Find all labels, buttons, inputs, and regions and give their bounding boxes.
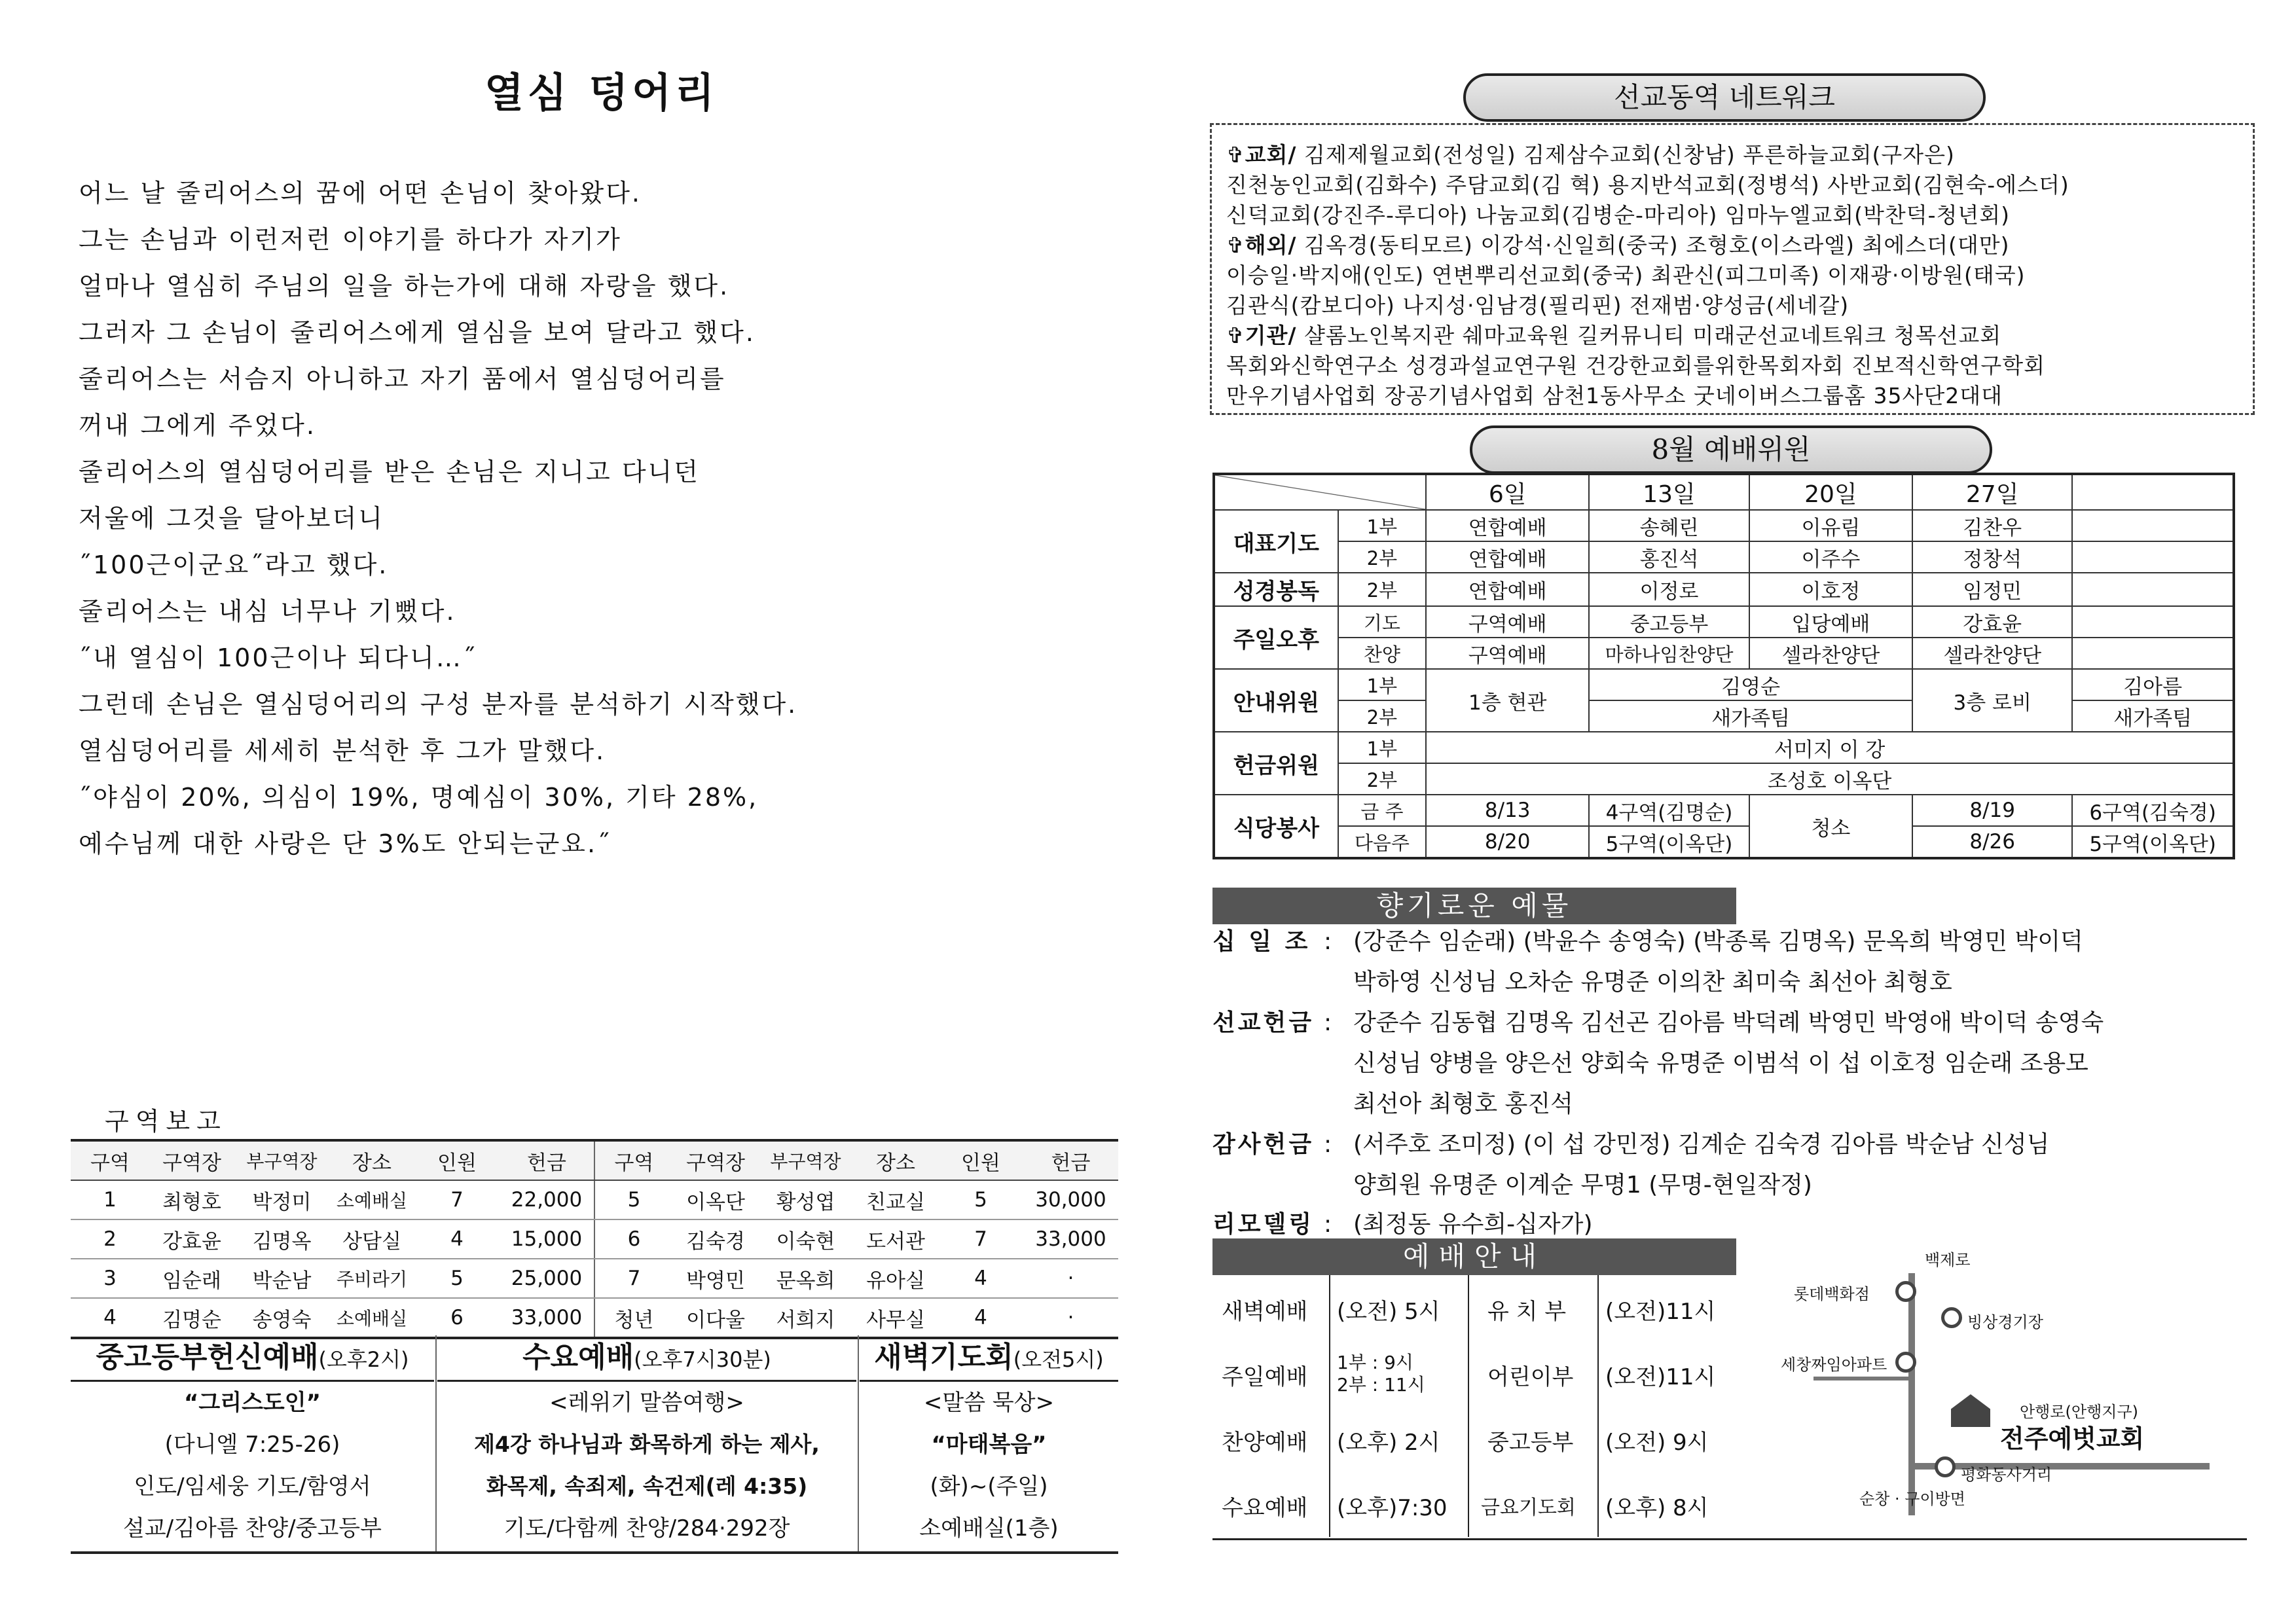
service-title: 중고등부헌신예배 bbox=[96, 1341, 319, 1374]
table-row bbox=[1214, 510, 2234, 541]
story-line: 그러자 그 손님이 줄리어스에게 열심을 보여 달라고 했다. bbox=[79, 318, 756, 347]
table-row bbox=[1214, 700, 2234, 732]
offering-line: 박하영 신성님 오차순 유명준 이의찬 최미숙 최선아 최형호 bbox=[1353, 969, 1952, 996]
cell: 마하나임찬양단 bbox=[1589, 638, 1749, 669]
cell: 송영숙 bbox=[234, 1298, 329, 1338]
cell: 새가족팀 bbox=[2072, 700, 2234, 732]
map-label: 롯데백화점 bbox=[1794, 1285, 1870, 1303]
cell: 33,000 bbox=[1023, 1219, 1118, 1259]
network-line: 목회와신학연구소 성경과설교연구원 건강한교회를위한목회자회 진보적신학연구학회 bbox=[1226, 353, 2045, 378]
service-time: (오전5시) bbox=[1013, 1347, 1104, 1372]
cell: 5 bbox=[594, 1180, 673, 1219]
part-label: 금 주 bbox=[1338, 795, 1427, 826]
district-header-row bbox=[71, 1140, 1118, 1180]
cell: 조성호 이옥단 bbox=[1426, 763, 2234, 795]
offering-line: 강준수 김동협 김명옥 김선곤 김아름 박덕례 박영민 박영애 박이덕 송영숙 bbox=[1353, 1009, 2104, 1036]
service-name: 금요기도회 bbox=[1481, 1496, 1576, 1519]
cell: 청소 bbox=[1749, 795, 1912, 858]
col-header: 인원 bbox=[414, 1140, 500, 1180]
row-label: 안내위원 bbox=[1214, 669, 1338, 732]
cell: 2 bbox=[71, 1219, 149, 1259]
cell: 이유림 bbox=[1749, 510, 1912, 541]
cell: 황성엽 bbox=[758, 1180, 853, 1219]
story-line: 그런데 손님은 열심덩어리의 구성 분자를 분석하기 시작했다. bbox=[79, 690, 798, 719]
cell: 5구역(이옥단) bbox=[2072, 826, 2234, 858]
cell: 7 bbox=[414, 1180, 500, 1219]
story-line: 줄리어스는 서슴지 아니하고 자기 품에서 열심덩어리를 bbox=[79, 365, 726, 393]
district-report-label: 구역보고 bbox=[105, 1107, 227, 1136]
network-line: 진천농인교회(김화수) 주담교회(김 혁) 용지반석교회(정병석) 사반교회(김현숙-에스더) bbox=[1226, 172, 2069, 198]
cell: 유아실 bbox=[853, 1259, 938, 1298]
col-header: 부구역장 bbox=[758, 1140, 853, 1180]
part-label: 1부 bbox=[1338, 669, 1427, 700]
cell: 박순남 bbox=[234, 1259, 329, 1298]
part-label: 2부 bbox=[1338, 573, 1427, 606]
map-label: 평화동사거리 bbox=[1961, 1466, 2052, 1484]
service-name: 어린이부 bbox=[1487, 1364, 1574, 1390]
service-time: (오후) 2시 bbox=[1337, 1430, 1440, 1456]
service-title: 수요예배 bbox=[522, 1341, 634, 1374]
cell: 8/13 bbox=[1426, 795, 1589, 826]
service-name: 새벽예배 bbox=[1222, 1299, 1308, 1325]
offerings-title: 향기로운 예물 bbox=[1212, 888, 1736, 924]
service-time: (오후7시30분) bbox=[634, 1347, 771, 1372]
cell: 김영순 bbox=[1589, 669, 1912, 700]
youth-service bbox=[71, 1335, 434, 1551]
date-header: 13일 bbox=[1589, 474, 1749, 510]
offering-line: 신성님 양병을 양은선 양회숙 유명준 이범석 이 섭 이호정 임순래 조용모 bbox=[1353, 1050, 2088, 1077]
cell: 4 bbox=[71, 1298, 149, 1338]
cell: 상담실 bbox=[329, 1219, 414, 1259]
map-label: 빙상경기장 bbox=[1967, 1313, 2043, 1331]
cell: 소예배실 bbox=[329, 1180, 414, 1219]
col-header: 헌금 bbox=[500, 1140, 594, 1180]
table-row bbox=[1214, 669, 2234, 700]
col-header: 인원 bbox=[938, 1140, 1023, 1180]
story-line: 줄리어스는 내심 너무나 기뻤다. bbox=[79, 597, 456, 626]
cell: 이숙현 bbox=[758, 1219, 853, 1259]
cell: 입당예배 bbox=[1749, 606, 1912, 638]
cell: 연합예배 bbox=[1426, 541, 1589, 573]
offering-line: 최선아 최형호 홍진석 bbox=[1353, 1091, 1573, 1117]
row-label: 식당봉사 bbox=[1214, 795, 1338, 858]
service-line: (다니엘 7:25-26) bbox=[164, 1432, 340, 1458]
cell: 8/26 bbox=[1912, 826, 2072, 858]
service-line: 소예배실(1층) bbox=[919, 1515, 1059, 1542]
col-header: 장소 bbox=[853, 1140, 938, 1180]
table-row bbox=[1214, 573, 2234, 606]
offering-line: 양희원 유명준 이계순 무명1 (무명-현일작정) bbox=[1353, 1172, 1812, 1199]
service-line: 인도/임세웅 기도/함영서 bbox=[134, 1473, 371, 1500]
network-title: 선교동역 네트워크 bbox=[1463, 73, 1986, 122]
part-label: 2부 bbox=[1338, 700, 1427, 732]
cell: · bbox=[1023, 1259, 1118, 1298]
cell: 이정로 bbox=[1589, 573, 1749, 606]
story-line: 꺼내 그에게 주었다. bbox=[79, 411, 316, 440]
row-label: 주일오후 bbox=[1214, 606, 1338, 669]
date-header: 6일 bbox=[1426, 474, 1589, 510]
map-marker-icon bbox=[1895, 1281, 1916, 1302]
cell: 8/19 bbox=[1912, 795, 2072, 826]
col-header: 구역 bbox=[594, 1140, 673, 1180]
cell: 강효윤 bbox=[149, 1219, 234, 1259]
row-label: 성경봉독 bbox=[1214, 573, 1338, 606]
service-line: <레위기 말씀여행> bbox=[549, 1390, 744, 1416]
cell: 7 bbox=[594, 1259, 673, 1298]
story-line: 그는 손님과 이런저런 이야기를 하다가 자기가 bbox=[79, 225, 622, 254]
cell: · bbox=[1023, 1298, 1118, 1338]
cell: 도서관 bbox=[853, 1219, 938, 1259]
cell: 김찬우 bbox=[1912, 510, 2072, 541]
cell: 박영민 bbox=[673, 1259, 758, 1298]
church-location-map bbox=[1774, 1247, 2219, 1528]
cell: 홍진석 bbox=[1589, 541, 1749, 573]
map-label: 순창 · 구이방면 bbox=[1859, 1490, 1965, 1508]
story-line: 어느 날 줄리어스의 꿈에 어떤 손님이 찾아왔다. bbox=[79, 179, 642, 208]
church-icon bbox=[1951, 1394, 1990, 1427]
cell: 4 bbox=[414, 1219, 500, 1259]
service-time: (오전)11시 bbox=[1605, 1299, 1716, 1325]
cell: 6 bbox=[414, 1298, 500, 1338]
cell: 3층 로비 bbox=[1912, 669, 2072, 732]
cell: 30,000 bbox=[1023, 1180, 1118, 1219]
table-row bbox=[71, 1298, 1118, 1338]
map-church-label: 전주예벗교회 bbox=[2000, 1424, 2145, 1453]
network-line: ✞교회/ 김제제월교회(전성일) 김제삼수교회(신창남) 푸른하늘교회(구자은) bbox=[1226, 142, 1955, 168]
service-line: <말씀 묵상> bbox=[923, 1390, 1055, 1416]
part-label: 다음주 bbox=[1338, 826, 1427, 858]
table-row bbox=[1214, 638, 2234, 669]
offering-row: 감사헌금 : (서주호 조미정) (이 섭 강민정) 김계순 김숙경 김아름 박순남 신성님 양희원 유명준 이계순 무명1 (무명-현일작정) bbox=[1212, 1126, 1343, 1159]
table-row bbox=[1214, 606, 2234, 638]
service-line: 제4강 하나님과 화목하게 하는 제사, bbox=[474, 1432, 820, 1457]
map-label: 세창짜임아파트 bbox=[1781, 1356, 1887, 1374]
cell: 김명옥 bbox=[234, 1219, 329, 1259]
cell: 서희지 bbox=[758, 1298, 853, 1338]
offering-label: 십 일 조 bbox=[1212, 928, 1311, 955]
service-name: 수요예배 bbox=[1222, 1495, 1308, 1521]
part-label: 1부 bbox=[1338, 732, 1427, 763]
story-title: 열심 덩어리 bbox=[484, 69, 719, 117]
date-header: 27일 bbox=[1912, 474, 2072, 510]
cell: 송혜린 bbox=[1589, 510, 1749, 541]
network-line: 김관식(캄보디아) 나지성·임남경(필리핀) 전재범·양성금(세네갈) bbox=[1226, 293, 1850, 318]
cell: 임정민 bbox=[1912, 573, 2072, 606]
cell: 이주수 bbox=[1749, 541, 1912, 573]
cell: 5구역(이옥단) bbox=[1589, 826, 1749, 858]
cell: 5 bbox=[414, 1259, 500, 1298]
cell: 셀라찬양단 bbox=[1749, 638, 1912, 669]
col-header: 장소 bbox=[329, 1140, 414, 1180]
service-time: (오후)7:30 bbox=[1337, 1495, 1448, 1521]
map-label: 안행로(안행지구) bbox=[2020, 1403, 2139, 1421]
cell: 연합예배 bbox=[1426, 510, 1589, 541]
part-label: 기도 bbox=[1338, 606, 1427, 638]
service-time: (오전)11시 bbox=[1605, 1364, 1716, 1390]
cell: 이다울 bbox=[673, 1298, 758, 1338]
story-line: 저울에 그것을 달아보더니 bbox=[79, 504, 384, 533]
offering-row: 리모델링 : (최정동 유수희-십자가) bbox=[1212, 1206, 1343, 1239]
table-row bbox=[71, 1180, 1118, 1219]
service-line: (화)~(주일) bbox=[930, 1473, 1048, 1500]
service-time: (오전) 9시 bbox=[1605, 1430, 1709, 1456]
cell: 이호정 bbox=[1749, 573, 1912, 606]
network-line: 만우기념사업회 장공기념사업회 삼천1동사무소 굿네이버스그룹홈 35사단2대대 bbox=[1226, 383, 2003, 408]
col-header: 구역장 bbox=[673, 1140, 758, 1180]
cell: 25,000 bbox=[500, 1259, 594, 1298]
cell: 1 bbox=[71, 1180, 149, 1219]
cell: 사무실 bbox=[853, 1298, 938, 1338]
part-label: 2부 bbox=[1338, 763, 1427, 795]
worship-committee-title: 8월 예배위원 bbox=[1470, 425, 1992, 474]
cell: 중고등부 bbox=[1589, 606, 1749, 638]
table-row bbox=[71, 1259, 1118, 1298]
story-line: 줄리어스의 열심덩어리를 받은 손님은 지니고 다니던 bbox=[79, 458, 700, 486]
cell: 6 bbox=[594, 1219, 673, 1259]
wednesday-service bbox=[437, 1335, 856, 1551]
service-time: (오전) 5시 bbox=[1337, 1299, 1440, 1325]
cell: 강효윤 bbox=[1912, 606, 2072, 638]
cell: 김숙경 bbox=[673, 1219, 758, 1259]
story-line: ˝100근이군요˝라고 했다. bbox=[79, 550, 389, 579]
table-row bbox=[1214, 826, 2234, 858]
service-time: 2부 : 11시 bbox=[1337, 1374, 1425, 1396]
service-line: 화목제, 속죄제, 속건제(레 4:35) bbox=[486, 1473, 808, 1499]
dawn-prayer bbox=[860, 1335, 1118, 1551]
offering-row: 선교헌금 : 강준수 김동협 김명옥 김선곤 김아름 박덕례 박영민 박영애 박이덕 송영숙 신성님 양병을 양은선 양회숙 유명준 이범석 이 섭 이호정 임순래 조용모 최선아 최형호 홍진석 bbox=[1212, 1004, 1343, 1038]
map-marker-icon bbox=[1935, 1456, 1956, 1477]
cell: 22,000 bbox=[500, 1180, 594, 1219]
service-name: 유 치 부 bbox=[1487, 1299, 1567, 1325]
map-marker-icon bbox=[1941, 1307, 1962, 1328]
row-label: 헌금위원 bbox=[1214, 732, 1338, 795]
part-label: 1부 bbox=[1338, 510, 1427, 541]
offering-line: (최정동 유수희-십자가) bbox=[1353, 1211, 1593, 1238]
story-body bbox=[79, 170, 1061, 867]
service-name: 중고등부 bbox=[1487, 1430, 1574, 1456]
service-line: 기도/다함께 찬양/284·292장 bbox=[503, 1515, 790, 1542]
cell: 7 bbox=[938, 1219, 1023, 1259]
service-time: (오후2시) bbox=[318, 1347, 409, 1372]
story-line: 얼마나 열심히 주님의 일을 하는가에 대해 자랑을 했다. bbox=[79, 272, 730, 300]
date-row bbox=[1214, 474, 2234, 510]
service-name: 찬양예배 bbox=[1222, 1430, 1308, 1456]
service-line: “그리스도인” bbox=[184, 1390, 321, 1416]
cell: 4구역(김명순) bbox=[1589, 795, 1749, 826]
offering-label: 선교헌금 bbox=[1212, 1009, 1315, 1036]
cell: 정창석 bbox=[1912, 541, 2072, 573]
cell: 문옥희 bbox=[758, 1259, 853, 1298]
table-row bbox=[1214, 541, 2234, 573]
story-line: ˝내 열심이 100근이나 되다니…˝ bbox=[79, 643, 477, 672]
worship-committee-table bbox=[1212, 473, 2235, 859]
story-line: 열심덩어리를 세세히 분석한 후 그가 말했다. bbox=[79, 736, 606, 765]
network-line: 신덕교회(강진주-루디아) 나눔교회(김병순-마리아) 임마누엘교회(박찬덕-청년회) bbox=[1226, 202, 2011, 228]
service-line: “마태복음” bbox=[931, 1432, 1047, 1458]
network-box bbox=[1210, 123, 2255, 415]
cell: 박정미 bbox=[234, 1180, 329, 1219]
table-row bbox=[1214, 732, 2234, 763]
cell: 8/20 bbox=[1426, 826, 1589, 858]
cell: 새가족팀 bbox=[1589, 700, 1912, 732]
cell: 김명순 bbox=[149, 1298, 234, 1338]
cell: 셀라찬양단 bbox=[1912, 638, 2072, 669]
network-line: ✞기관/ 샬롬노인복지관 쉐마교육원 길커뮤니티 미래군선교네트워크 청목선교회 bbox=[1226, 323, 2002, 348]
map-label: 백제로 bbox=[1925, 1251, 1971, 1269]
cell: 이옥단 bbox=[673, 1180, 758, 1219]
cell: 청년 bbox=[594, 1298, 673, 1338]
table-row bbox=[71, 1219, 1118, 1259]
col-header: 구역장 bbox=[149, 1140, 234, 1180]
date-header: 20일 bbox=[1749, 474, 1912, 510]
cell: 최형호 bbox=[149, 1180, 234, 1219]
table-row bbox=[1214, 763, 2234, 795]
service-name: 주일예배 bbox=[1222, 1364, 1308, 1390]
cell: 4 bbox=[938, 1259, 1023, 1298]
offering-label: 감사헌금 bbox=[1212, 1131, 1315, 1158]
story-line: ˝야심이 20%, 의심이 19%, 명예심이 30%, 기타 28%, bbox=[79, 783, 759, 812]
worship-guide-title: 예배안내 bbox=[1212, 1238, 1736, 1275]
offering-line: (강준수 임순래) (박윤수 송영숙) (박종록 김명옥) 문옥희 박영민 박이덕 bbox=[1353, 928, 2083, 955]
cell: 임순래 bbox=[149, 1259, 234, 1298]
cell: 15,000 bbox=[500, 1219, 594, 1259]
offering-label: 리모델링 bbox=[1212, 1211, 1315, 1238]
cell: 연합예배 bbox=[1426, 573, 1589, 606]
cell: 구역예배 bbox=[1426, 606, 1589, 638]
offering-line: (서주호 조미정) (이 섭 강민정) 김계순 김숙경 김아름 박순남 신성님 bbox=[1353, 1131, 2050, 1158]
service-line: 설교/김아름 찬양/중고등부 bbox=[122, 1515, 382, 1542]
row-label: 대표기도 bbox=[1214, 510, 1338, 573]
district-report-table bbox=[71, 1139, 1118, 1339]
cell: 김아름 bbox=[2072, 669, 2234, 700]
part-label: 2부 bbox=[1338, 541, 1427, 573]
cell: 서미지 이 강 bbox=[1426, 732, 2234, 763]
cell: 친교실 bbox=[853, 1180, 938, 1219]
cell: 3 bbox=[71, 1259, 149, 1298]
table-row bbox=[1214, 795, 2234, 826]
map-marker-icon bbox=[1895, 1352, 1916, 1373]
service-time: 1부 : 9시 bbox=[1337, 1352, 1413, 1373]
network-line: ✞해외/ 김옥경(동티모르) 이강석·신일희(중국) 조형호(이스라엘) 최에스더(대만) bbox=[1226, 232, 2010, 258]
cell: 주비라기 bbox=[329, 1259, 414, 1298]
service-title: 새벽기도회 bbox=[874, 1341, 1013, 1374]
part-label: 찬양 bbox=[1338, 638, 1427, 669]
service-time: (오후) 8시 bbox=[1605, 1495, 1709, 1521]
col-header: 부구역장 bbox=[234, 1140, 329, 1180]
col-header: 헌금 bbox=[1023, 1140, 1118, 1180]
network-line: 이승일·박지애(인도) 연변뿌리선교회(중국) 최관신(피그미족) 이재광·이방원(태국) bbox=[1226, 262, 2026, 288]
cell: 4 bbox=[938, 1298, 1023, 1338]
cell: 1층 현관 bbox=[1426, 669, 1589, 732]
story-line: 예수님께 대한 사랑은 단 3%도 안되는군요.˝ bbox=[79, 829, 612, 858]
offering-row: 십 일 조 : (강준수 임순래) (박윤수 송영숙) (박종록 김명옥) 문옥희 박영민 박이덕 박하영 신성님 오차순 유명준 이의찬 최미숙 최선아 최형호 bbox=[1212, 923, 1343, 956]
cell: 6구역(김숙경) bbox=[2072, 795, 2234, 826]
col-header: 구역 bbox=[71, 1140, 149, 1180]
cell: 33,000 bbox=[500, 1298, 594, 1338]
cell: 소예배실 bbox=[329, 1298, 414, 1338]
cell: 구역예배 bbox=[1426, 638, 1589, 669]
cell: 5 bbox=[938, 1180, 1023, 1219]
